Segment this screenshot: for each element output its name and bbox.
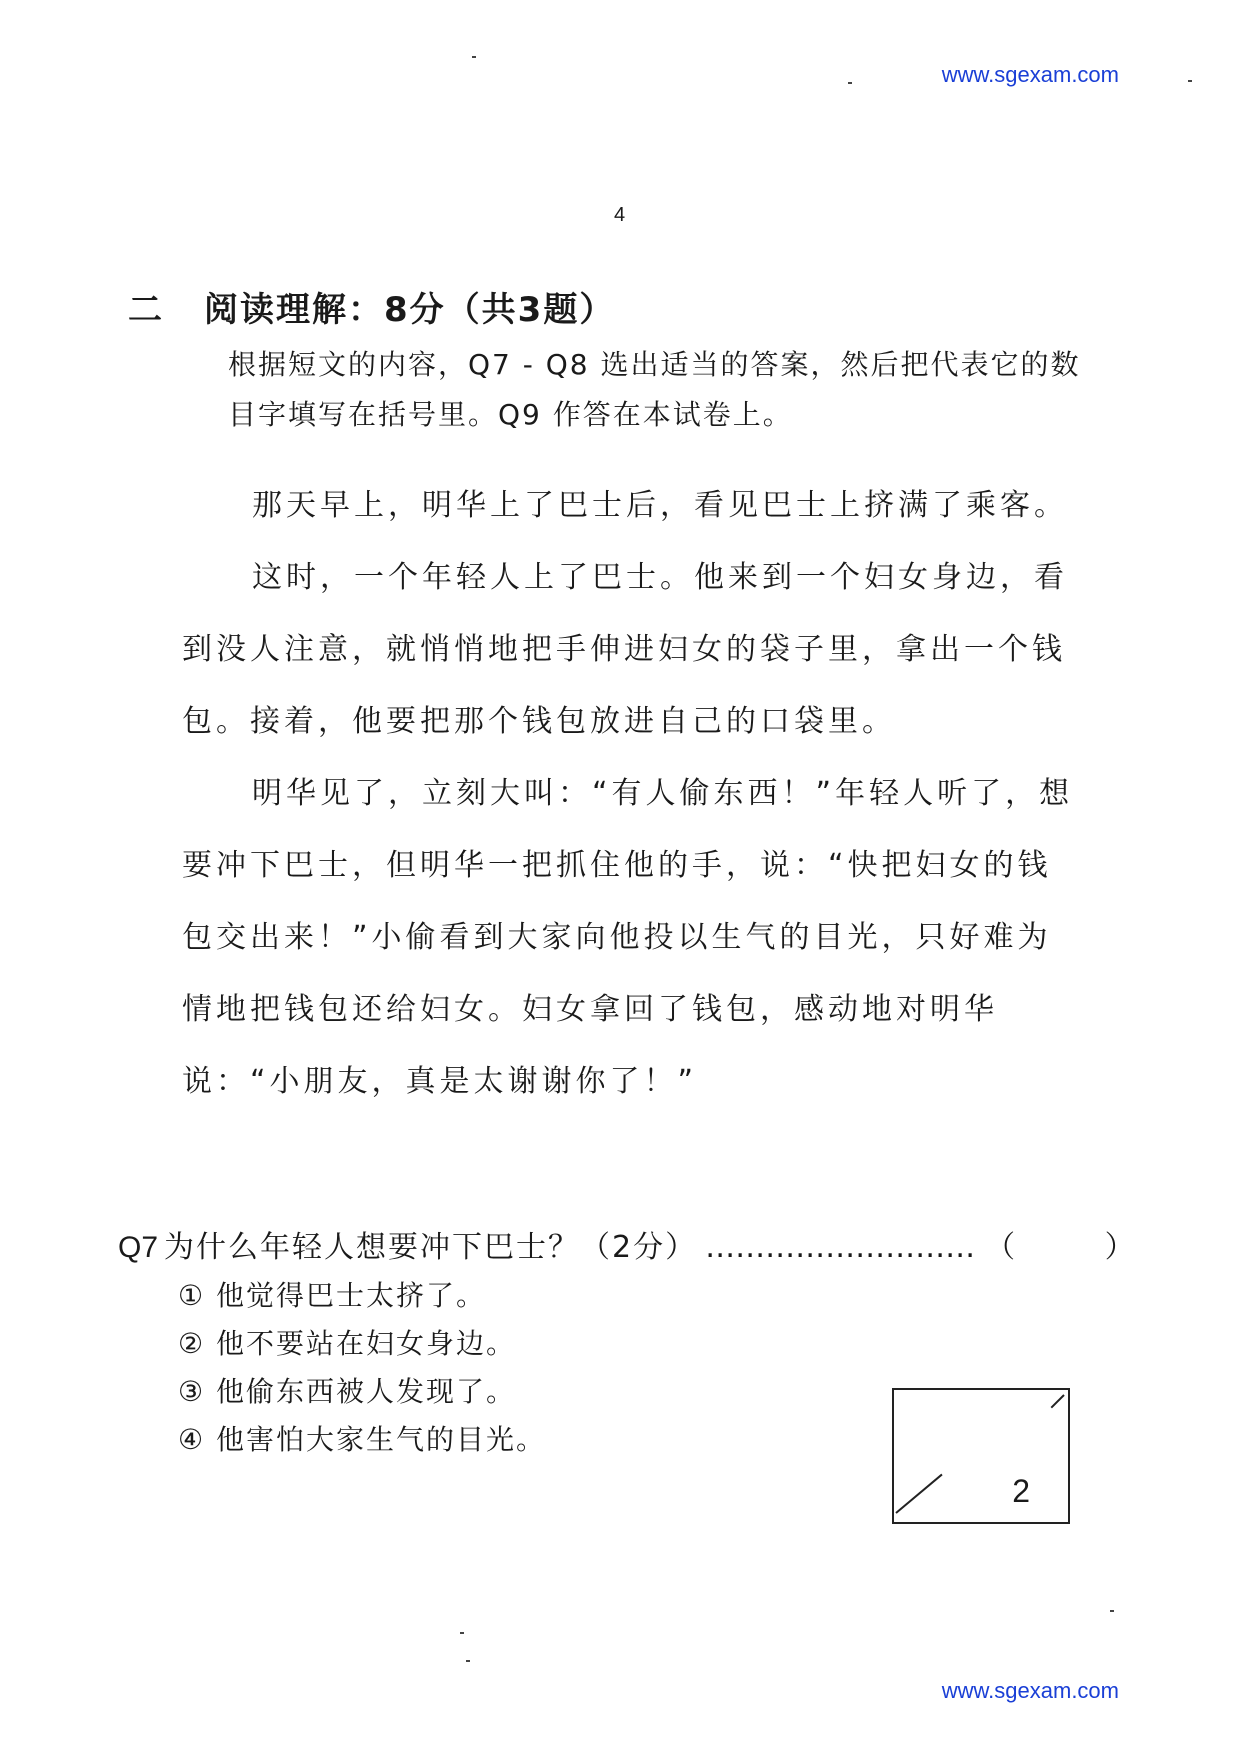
option-1: ① 他觉得巴士太挤了。: [178, 1279, 487, 1312]
box-corner-mark: [895, 1474, 942, 1514]
section-instructions: 根据短文的内容，Q7 - Q8 选出适当的答案，然后把代表它的数目字填写在括号里。Q9 作答在本试卷上。: [228, 348, 1081, 431]
score-box: [892, 1388, 1070, 1524]
score-value: 2: [1012, 1473, 1030, 1509]
scan-speck: [848, 82, 852, 84]
reading-passage: [182, 470, 1082, 1118]
scan-speck: [466, 1660, 470, 1662]
page-number: 4: [614, 204, 626, 226]
question-text: 为什么年轻人想要冲下巴士？（2分）: [164, 1230, 698, 1265]
option-3: ③ 他偷东西被人发现了。: [178, 1375, 517, 1408]
passage-paragraph: 那天早上，明华上了巴士后，看见巴士上挤满了乘客。: [252, 488, 1068, 523]
option-4: ④ 他害怕大家生气的目光。: [178, 1423, 547, 1456]
scan-speck: [460, 1632, 464, 1634]
answer-blank[interactable]: （ ）: [985, 1230, 1175, 1265]
option-2: ② 他不要站在妇女身边。: [178, 1327, 517, 1360]
answer-leader-dots: ………………………: [705, 1230, 976, 1265]
question-number: Q7: [118, 1231, 159, 1264]
passage-paragraph: 这时，一个年轻人上了巴士。他来到一个妇女身边，看到没人注意，就悄悄地把手伸进妇女的袋子里，拿出一个钱包。接着，他要把那个钱包放进自己的口袋里。: [182, 560, 1068, 739]
section-title: 阅读理解：8分（共3题）: [204, 290, 616, 330]
box-corner-mark: [1051, 1394, 1065, 1408]
scan-speck: [1188, 80, 1192, 82]
site-url-header[interactable]: www.sgexam.com: [941, 62, 1119, 87]
passage-paragraph: 明华见了，立刻大叫：“有人偷东西！”年轻人听了，想要冲下巴士，但明华一把抓住他的手，说：“快把妇女的钱包交出来！”小偷看到大家向他投以生气的目光，只好难为情地把钱包还给妇女。妇女拿回了钱包，感动地对明华说：“小朋友，真是太谢谢你了！”: [182, 776, 1074, 1099]
section-number: 二: [128, 290, 164, 330]
scan-speck: [472, 56, 476, 58]
scan-speck: [1110, 1610, 1114, 1612]
section-heading: [128, 282, 615, 331]
site-url-footer[interactable]: www.sgexam.com: [941, 1678, 1119, 1703]
